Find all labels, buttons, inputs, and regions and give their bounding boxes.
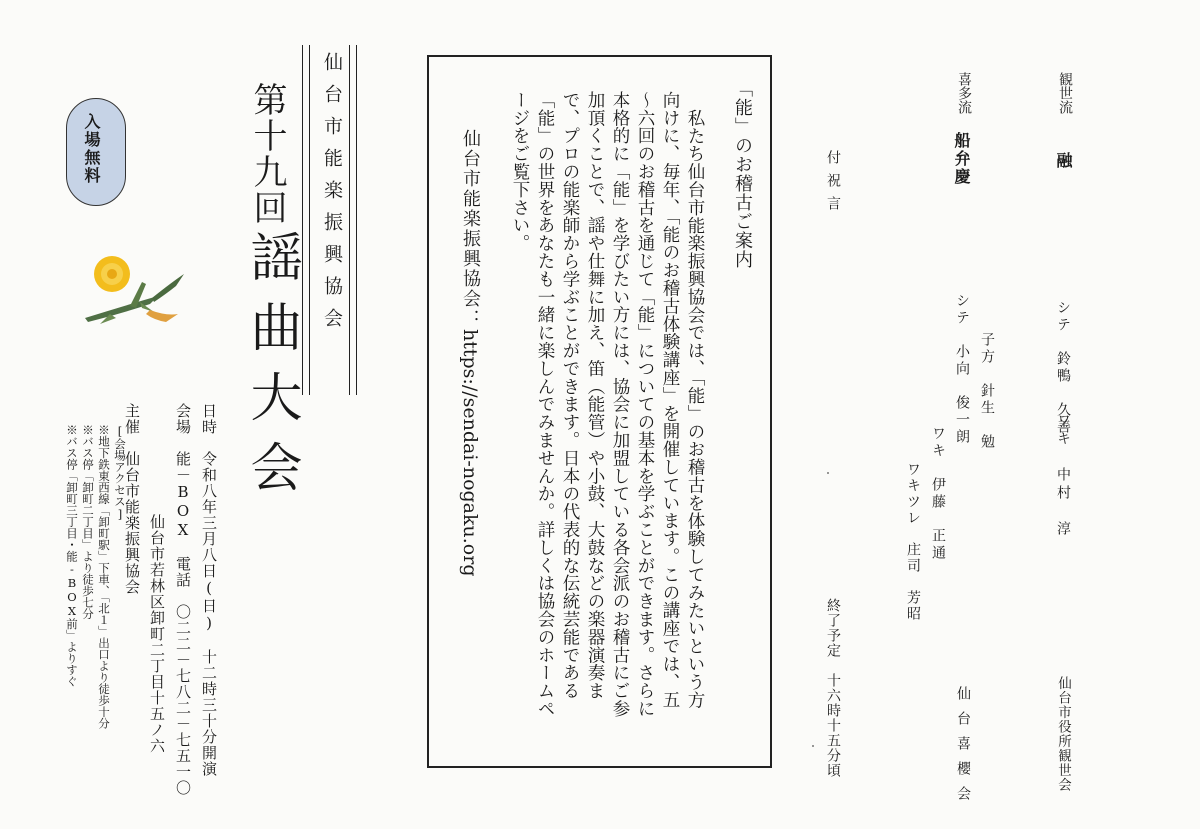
dandelion-illustration bbox=[80, 252, 190, 332]
divider-line bbox=[302, 45, 303, 395]
school-name: 観世流 bbox=[1057, 72, 1073, 114]
divider-line bbox=[356, 45, 357, 395]
organizer-name: 仙台市能楽振興協会 bbox=[321, 52, 343, 340]
free-admission-badge bbox=[66, 98, 126, 206]
venue-line: 会場 能－BOX 電話 〇二二－七八二－七五一〇 bbox=[174, 403, 192, 796]
group-name: 仙台喜櫻会 bbox=[955, 686, 971, 811]
box-footer-org: 仙台市能楽振興協会： bbox=[460, 129, 481, 329]
shite-cast: シテ 鈴鴨 久善 bbox=[1055, 300, 1071, 436]
access-heading: [会場アクセス] bbox=[113, 424, 127, 521]
divider-line bbox=[309, 45, 310, 395]
waki-cast: ワキ 中村 淳 bbox=[1055, 413, 1071, 539]
end-time: 終了予定 十六時十五分頃 bbox=[825, 598, 841, 778]
edition-number: 第十九回 bbox=[247, 82, 287, 226]
box-title: 「能」のお稽古ご案内 bbox=[732, 79, 753, 269]
play-title: 船弁慶 bbox=[952, 132, 971, 186]
shite-cast: シテ 小向 俊一朗 bbox=[954, 293, 970, 446]
dot bbox=[812, 745, 814, 747]
divider-line bbox=[349, 45, 350, 395]
access-line: ※地下鉄東西線「卸町駅」下車、「北１」出口より徒歩十分 bbox=[97, 424, 111, 729]
school-name: 喜多流 bbox=[956, 72, 972, 114]
lesson-info-box bbox=[427, 55, 772, 768]
wakitsure-cast: ワキツレ 庄司 芳昭 bbox=[905, 462, 921, 622]
box-footer bbox=[457, 129, 487, 576]
waki-cast: ワキ 伊藤 正通 bbox=[930, 426, 946, 562]
play-title: 融 bbox=[1054, 152, 1073, 168]
kokata-cast: 子方 針生 勉 bbox=[979, 332, 995, 451]
host-line: 主催 仙台市能楽振興協会 bbox=[123, 403, 141, 595]
event-title: 謡曲大会 bbox=[241, 230, 301, 510]
shugen-label: 付祝言 bbox=[825, 150, 841, 219]
association-url[interactable]: https://sendai-nogaku.org bbox=[459, 329, 481, 577]
venue-address: 仙台市若林区卸町二丁目十五ノ六 bbox=[148, 514, 166, 754]
box-body: 私たち仙台市能楽振興協会では、「能」のお稽古を体験してみたいという方向けに、毎年、「能のお稽古体験講座」を開催しています。この講座では、五～六回のお稽古を通じて「能」についての基本を学ぶことができます。さらに本格的に「能」を学びたい方には、協会に加盟している各会派のお稽古にご参加頂くことで、謡や仕舞に加え、笛（能管）や小鼓、大鼓などの楽器演奏まで、プロの能楽師から学ぶことができます。日本の代表的な伝統芸能である「能」の世界をあなたも一緒に楽しんでみませんか。詳しくは協会のホームページをご覧下さい。 bbox=[510, 91, 705, 718]
access-line: ※バス停「卸町二丁目」より徒歩七分 bbox=[81, 424, 95, 620]
access-info bbox=[64, 424, 128, 804]
dot bbox=[827, 472, 829, 474]
date-line: 日時 令和八年三月八日(日) 十二時三十分開演 bbox=[200, 403, 218, 777]
access-line: ※バス停「卸町三丁目・能-BOX前」よりすぐ bbox=[65, 424, 79, 687]
free-admission-label: 入場無料 bbox=[82, 113, 101, 185]
group-name: 仙台市役所観世会 bbox=[1055, 676, 1071, 792]
